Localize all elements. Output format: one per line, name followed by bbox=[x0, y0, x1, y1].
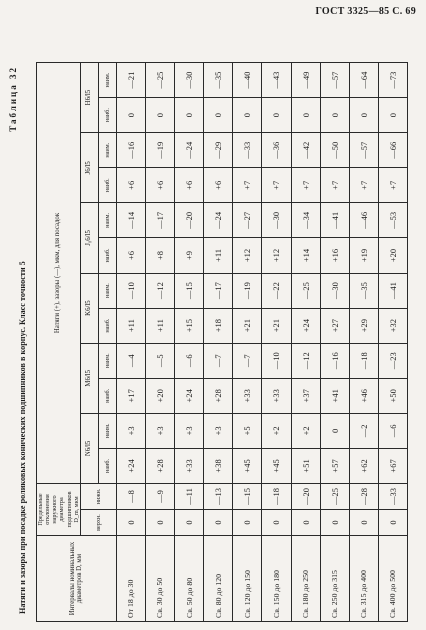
table-row bbox=[291, 63, 320, 622]
fit-value-cell: —16 bbox=[116, 133, 145, 168]
fit-value-cell: —35 bbox=[204, 63, 233, 98]
interval-cell: Св. 80 до 120 bbox=[204, 536, 233, 622]
deviation-upper-cell: 0 bbox=[145, 510, 174, 536]
interval-cell: Св. 400 до 500 bbox=[378, 536, 407, 622]
deviation-upper-cell: 0 bbox=[320, 510, 349, 536]
deviation-lower-cell: —18 bbox=[262, 483, 291, 509]
fit-value-cell: +2 bbox=[262, 413, 291, 448]
fit-value-cell: +46 bbox=[349, 378, 378, 413]
header-fit-n6: N6/l5 bbox=[80, 413, 98, 483]
fit-value-cell: —10 bbox=[116, 273, 145, 308]
fit-value-cell: —16 bbox=[320, 343, 349, 378]
fit-value-cell: —7 bbox=[204, 343, 233, 378]
fit-value-cell: —2 bbox=[349, 413, 378, 448]
deviation-lower-cell: —8 bbox=[116, 483, 145, 509]
header-naim: наим. bbox=[98, 63, 116, 98]
header-deviations: Предельные отклонения наружного диаметра подшипников D_m, мкм bbox=[37, 483, 81, 535]
fit-value-cell: +7 bbox=[291, 168, 320, 203]
table-row bbox=[233, 63, 262, 622]
fit-value-cell: —18 bbox=[349, 343, 378, 378]
fit-value-cell: +24 bbox=[291, 308, 320, 343]
fit-value-cell: —17 bbox=[145, 203, 174, 238]
header-naim: наим. bbox=[98, 413, 116, 448]
fit-value-cell: —30 bbox=[320, 273, 349, 308]
fit-value-cell: +21 bbox=[233, 308, 262, 343]
fit-value-cell: 0 bbox=[320, 98, 349, 133]
fit-value-cell: +15 bbox=[175, 308, 204, 343]
fit-value-cell: —53 bbox=[378, 203, 407, 238]
fit-value-cell: —25 bbox=[291, 273, 320, 308]
fit-value-cell: —30 bbox=[262, 203, 291, 238]
fit-value-cell: +7 bbox=[262, 168, 291, 203]
deviation-lower-cell: —13 bbox=[204, 483, 233, 509]
fit-value-cell: —57 bbox=[349, 133, 378, 168]
deviation-upper-cell: 0 bbox=[378, 510, 407, 536]
fit-value-cell: +45 bbox=[233, 448, 262, 483]
fit-value-cell: +32 bbox=[378, 308, 407, 343]
fit-value-cell: +7 bbox=[349, 168, 378, 203]
fit-value-cell: +33 bbox=[233, 378, 262, 413]
interval-cell: Св. 250 до 315 bbox=[320, 536, 349, 622]
fit-value-cell: +62 bbox=[349, 448, 378, 483]
fit-value-cell: —6 bbox=[175, 343, 204, 378]
fit-value-cell: +6 bbox=[204, 168, 233, 203]
fit-value-cell: —29 bbox=[204, 133, 233, 168]
header-fit-j6: J6/l5 bbox=[80, 133, 98, 203]
fit-value-cell: +6 bbox=[145, 168, 174, 203]
fit-value-cell: +50 bbox=[378, 378, 407, 413]
table-body bbox=[116, 63, 407, 622]
fit-value-cell: —40 bbox=[233, 63, 262, 98]
fit-value-cell: —7 bbox=[233, 343, 262, 378]
fit-value-cell: +27 bbox=[320, 308, 349, 343]
deviation-lower-cell: —11 bbox=[175, 483, 204, 509]
header-fit-h6: H6/l5 bbox=[80, 63, 98, 133]
fit-value-cell: +67 bbox=[378, 448, 407, 483]
interval-cell: Св. 30 до 50 bbox=[145, 536, 174, 622]
fit-value-cell: +24 bbox=[116, 448, 145, 483]
table-title: Натяги и зазоры при посадке роликовых конических подшипников в корпус. Класс точности 5 bbox=[18, 261, 27, 614]
fit-value-cell: —49 bbox=[291, 63, 320, 98]
fit-value-cell: +57 bbox=[320, 448, 349, 483]
fit-value-cell: +3 bbox=[116, 413, 145, 448]
fit-value-cell: +28 bbox=[145, 448, 174, 483]
fit-value-cell: +24 bbox=[175, 378, 204, 413]
fit-value-cell: +6 bbox=[175, 168, 204, 203]
deviation-upper-cell: 0 bbox=[175, 510, 204, 536]
fit-value-cell: —12 bbox=[291, 343, 320, 378]
header-naib: наиб. bbox=[98, 448, 116, 483]
fit-value-cell: 0 bbox=[204, 98, 233, 133]
fit-value-cell: 0 bbox=[233, 98, 262, 133]
fit-value-cell: —46 bbox=[349, 203, 378, 238]
fit-value-cell: +7 bbox=[320, 168, 349, 203]
deviation-lower-cell: —15 bbox=[233, 483, 262, 509]
fit-value-cell: —35 bbox=[349, 273, 378, 308]
fit-value-cell: +21 bbox=[262, 308, 291, 343]
fit-value-cell: —14 bbox=[116, 203, 145, 238]
fit-value-cell: +20 bbox=[378, 238, 407, 273]
fit-value-cell: —19 bbox=[233, 273, 262, 308]
fit-value-cell: —20 bbox=[175, 203, 204, 238]
header-naib: наиб. bbox=[98, 98, 116, 133]
table-label: Таблица 32 bbox=[8, 66, 18, 132]
fit-value-cell: —30 bbox=[175, 63, 204, 98]
interval-cell: Св. 180 до 250 bbox=[291, 536, 320, 622]
fit-value-cell: +19 bbox=[349, 238, 378, 273]
deviation-upper-cell: 0 bbox=[262, 510, 291, 536]
fit-value-cell: —36 bbox=[262, 133, 291, 168]
header-lower: нижн. bbox=[80, 483, 116, 509]
deviation-upper-cell: 0 bbox=[233, 510, 262, 536]
fit-value-cell: +16 bbox=[320, 238, 349, 273]
fit-value-cell: —15 bbox=[175, 273, 204, 308]
fit-value-cell: +51 bbox=[291, 448, 320, 483]
fit-value-cell: —64 bbox=[349, 63, 378, 98]
fit-value-cell: +11 bbox=[116, 308, 145, 343]
fit-value-cell: +3 bbox=[204, 413, 233, 448]
interval-cell: Св. 150 до 180 bbox=[262, 536, 291, 622]
interval-cell: Св. 315 до 400 bbox=[349, 536, 378, 622]
fit-value-cell: +18 bbox=[204, 308, 233, 343]
fit-value-cell: —12 bbox=[145, 273, 174, 308]
rotated-table-page bbox=[8, 62, 412, 622]
fit-value-cell: +9 bbox=[175, 238, 204, 273]
fit-value-cell: 0 bbox=[349, 98, 378, 133]
header-naib: наиб. bbox=[98, 308, 116, 343]
fit-value-cell: +41 bbox=[320, 378, 349, 413]
fit-value-cell: +6 bbox=[116, 168, 145, 203]
fit-value-cell: +5 bbox=[233, 413, 262, 448]
fit-value-cell: 0 bbox=[175, 98, 204, 133]
header-fit-js6: J₀6/l5 bbox=[80, 203, 98, 273]
fit-value-cell: —24 bbox=[204, 203, 233, 238]
fit-value-cell: +28 bbox=[204, 378, 233, 413]
table-row bbox=[204, 63, 233, 622]
fit-value-cell: +20 bbox=[145, 378, 174, 413]
deviation-lower-cell: —9 bbox=[145, 483, 174, 509]
fit-value-cell: 0 bbox=[320, 413, 349, 448]
table-row bbox=[175, 63, 204, 622]
header-naim: наим. bbox=[98, 343, 116, 378]
fit-value-cell: 0 bbox=[145, 98, 174, 133]
header-intervals: Интервалы номинальных диаметров D, мм bbox=[37, 536, 117, 622]
fit-value-cell: +12 bbox=[262, 238, 291, 273]
fit-value-cell: —19 bbox=[145, 133, 174, 168]
fit-value-cell: —27 bbox=[233, 203, 262, 238]
fit-value-cell: —6 bbox=[378, 413, 407, 448]
deviation-lower-cell: —28 bbox=[349, 483, 378, 509]
table-row bbox=[145, 63, 174, 622]
fit-value-cell: —22 bbox=[262, 273, 291, 308]
fit-value-cell: —50 bbox=[320, 133, 349, 168]
fit-value-cell: +38 bbox=[204, 448, 233, 483]
fit-value-cell: 0 bbox=[116, 98, 145, 133]
fit-value-cell: —66 bbox=[378, 133, 407, 168]
fit-value-cell: —24 bbox=[175, 133, 204, 168]
fit-value-cell: —41 bbox=[320, 203, 349, 238]
header-naib: наиб. bbox=[98, 168, 116, 203]
table-row bbox=[320, 63, 349, 622]
fit-value-cell: +3 bbox=[175, 413, 204, 448]
header-upper: верхн. bbox=[80, 510, 116, 536]
fit-value-cell: —73 bbox=[378, 63, 407, 98]
header-fit-k6: K6/l5 bbox=[80, 273, 98, 343]
table-row bbox=[116, 63, 145, 622]
deviation-upper-cell: 0 bbox=[291, 510, 320, 536]
table-caption bbox=[8, 66, 27, 614]
fit-value-cell: —4 bbox=[116, 343, 145, 378]
table-row bbox=[378, 63, 407, 622]
table-row bbox=[349, 63, 378, 622]
fit-value-cell: +6 bbox=[116, 238, 145, 273]
fit-value-cell: —33 bbox=[233, 133, 262, 168]
interval-cell: От 18 до 30 bbox=[116, 536, 145, 622]
page-header: ГОСТ 3325—85 С. 69 bbox=[315, 6, 416, 17]
fit-value-cell: 0 bbox=[262, 98, 291, 133]
fit-value-cell: +11 bbox=[145, 308, 174, 343]
header-naim: наим. bbox=[98, 273, 116, 308]
fit-value-cell: —57 bbox=[320, 63, 349, 98]
deviation-lower-cell: —25 bbox=[320, 483, 349, 509]
fit-value-cell: —25 bbox=[145, 63, 174, 98]
fit-value-cell: —41 bbox=[378, 273, 407, 308]
fit-value-cell: +45 bbox=[262, 448, 291, 483]
deviation-upper-cell: 0 bbox=[116, 510, 145, 536]
header-naim: наим. bbox=[98, 203, 116, 238]
fit-value-cell: —21 bbox=[116, 63, 145, 98]
interval-cell: Св. 120 до 150 bbox=[233, 536, 262, 622]
fit-value-cell: —17 bbox=[204, 273, 233, 308]
header-naib: наиб. bbox=[98, 238, 116, 273]
fit-value-cell: +8 bbox=[145, 238, 174, 273]
fit-value-cell: —5 bbox=[145, 343, 174, 378]
fit-value-cell: +12 bbox=[233, 238, 262, 273]
deviation-lower-cell: —33 bbox=[378, 483, 407, 509]
fits-table bbox=[36, 62, 408, 622]
fit-value-cell: +2 bbox=[291, 413, 320, 448]
fit-value-cell: —34 bbox=[291, 203, 320, 238]
table-row bbox=[262, 63, 291, 622]
header-fit-m6: M6/l5 bbox=[80, 343, 98, 413]
fit-value-cell: +17 bbox=[116, 378, 145, 413]
fit-value-cell: +29 bbox=[349, 308, 378, 343]
deviation-upper-cell: 0 bbox=[204, 510, 233, 536]
fit-value-cell: 0 bbox=[378, 98, 407, 133]
fit-value-cell: +7 bbox=[233, 168, 262, 203]
fit-value-cell: —10 bbox=[262, 343, 291, 378]
deviation-lower-cell: —20 bbox=[291, 483, 320, 509]
header-naib: наиб. bbox=[98, 378, 116, 413]
fit-value-cell: —42 bbox=[291, 133, 320, 168]
fit-value-cell: +3 bbox=[145, 413, 174, 448]
fit-value-cell: +33 bbox=[262, 378, 291, 413]
fit-value-cell: +14 bbox=[291, 238, 320, 273]
fit-value-cell: +37 bbox=[291, 378, 320, 413]
fit-value-cell: +11 bbox=[204, 238, 233, 273]
fit-value-cell: —23 bbox=[378, 343, 407, 378]
fit-value-cell: +7 bbox=[378, 168, 407, 203]
fit-value-cell: 0 bbox=[291, 98, 320, 133]
deviation-upper-cell: 0 bbox=[349, 510, 378, 536]
header-fits-group: Натяги (+), зазоры (—), мкм, для посадок bbox=[37, 63, 81, 484]
header-naim: наим. bbox=[98, 133, 116, 168]
fit-value-cell: +33 bbox=[175, 448, 204, 483]
interval-cell: Св. 50 до 80 bbox=[175, 536, 204, 622]
fit-value-cell: —43 bbox=[262, 63, 291, 98]
